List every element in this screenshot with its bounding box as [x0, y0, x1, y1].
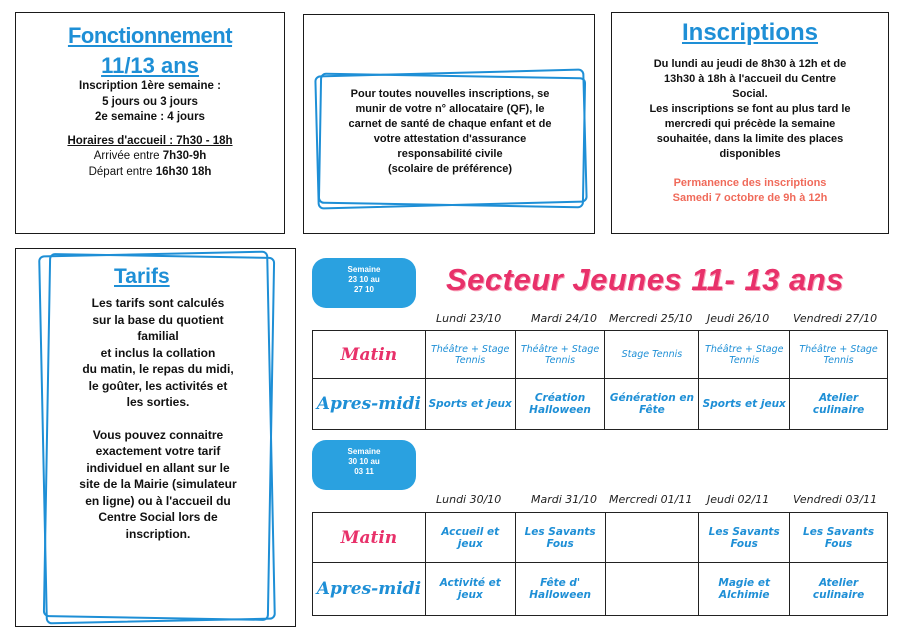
tarifs-line: individuel en allant sur le	[86, 460, 230, 475]
table-row	[313, 513, 888, 563]
week1-day-header: Lundi 23/10	[436, 312, 502, 325]
inscriptions-line: Les inscriptions se font au plus tard le	[649, 103, 851, 115]
activity-cell: Création Halloween	[515, 379, 605, 430]
table-row	[313, 331, 888, 379]
week1-schedule-table	[312, 330, 888, 430]
table-row	[313, 379, 888, 430]
activity-cell: Génération en Fête	[605, 379, 699, 430]
week2-badge-line: Semaine	[347, 447, 381, 456]
inscriptions-line: Social.	[732, 88, 768, 100]
fonctionnement-panel	[15, 12, 285, 234]
tarifs-line: les sorties.	[126, 395, 190, 409]
activity-cell	[605, 513, 699, 563]
activity-cell: Sports et jeux	[699, 379, 790, 430]
tarifs-content	[58, 265, 258, 542]
activity-cell: Stage Tennis	[605, 331, 699, 379]
activity-cell: Activité et jeux	[425, 563, 515, 616]
activity-cell: Atelier culinaire	[790, 563, 888, 616]
activity-cell: Théâtre + Stage Tennis	[515, 331, 605, 379]
inscriptions-line: disponibles	[719, 148, 781, 160]
row-label-apres-midi: Apres-midi	[313, 379, 426, 430]
arrival-label: Arrivée entre	[93, 150, 160, 162]
week2-schedule-table	[312, 512, 888, 616]
inscriptions-line: mercredi qui précède la semaine	[664, 118, 836, 130]
documents-line: (scolaire de préférence)	[387, 163, 513, 175]
tarifs-line: Les tarifs sont calculés	[91, 296, 225, 310]
secteur-title: Secteur Jeunes 11- 13 ans	[446, 262, 844, 297]
tarifs-line: Vous pouvez connaitre	[92, 427, 224, 442]
activity-cell: Les Savants Fous	[790, 513, 888, 563]
week2-day-header: Jeudi 02/11	[707, 493, 770, 506]
week1-badge	[312, 258, 416, 308]
documents-line: Pour toutes nouvelles inscriptions, se	[350, 88, 550, 100]
tarifs-line: et inclus la collation	[100, 345, 216, 360]
tarifs-title: Tarifs	[114, 265, 170, 288]
tarifs-line: du matin, le repas du midi,	[82, 362, 234, 376]
departure-line	[16, 165, 284, 181]
table-row	[313, 563, 888, 616]
activity-cell: Les Savants Fous	[699, 513, 790, 563]
inscriptions-line: Du lundi au jeudi de 8h30 à 12h et de	[653, 58, 847, 70]
age-range: 11/13 ans	[101, 53, 199, 78]
activity-cell: Accueil et jeux	[425, 513, 515, 563]
week2-day-header: Mercredi 01/11	[609, 493, 693, 506]
activity-cell: Magie et Alchimie	[699, 563, 790, 616]
documents-text	[330, 87, 570, 177]
tarifs-line: en ligne) ou à l'accueil du	[85, 493, 231, 508]
activity-cell	[605, 563, 699, 616]
inscriptions-line: souhaitée, dans la limite des places	[656, 133, 844, 145]
documents-panel	[303, 14, 595, 234]
departure-value: 16h30 18h	[155, 165, 212, 178]
week1-day-header: Vendredi 27/10	[793, 312, 878, 325]
activity-cell: Fête d' Halloween	[515, 563, 605, 616]
arrival-value: 7h30-9h	[162, 150, 207, 162]
tarifs-line: sur la base du quotient	[92, 312, 224, 327]
week2-badge	[312, 440, 416, 490]
week2-day-header: Vendredi 03/11	[793, 493, 878, 506]
tarifs-line: familial	[137, 329, 179, 343]
row-label-matin: Matin	[313, 513, 426, 563]
arrival-line	[16, 149, 284, 165]
week2-badge-line: 30 10 au	[348, 457, 380, 466]
enrollment-line-1: Inscription 1ère semaine :	[79, 80, 221, 92]
enrollment-line-3: 2e semaine : 4 jours	[95, 111, 205, 123]
departure-label: Départ entre	[88, 165, 153, 178]
documents-line: votre attestation d'assurance	[373, 133, 527, 145]
activity-cell: Théâtre + Stage Tennis	[790, 331, 888, 379]
activity-cell: Théâtre + Stage Tennis	[699, 331, 790, 379]
tarifs-panel	[15, 248, 296, 627]
week2-day-header: Lundi 30/10	[436, 493, 502, 506]
activity-cell: Atelier culinaire	[790, 379, 888, 430]
permanence-line-2: Samedi 7 octobre de 9h à 12h	[672, 192, 828, 204]
tarifs-line: le goûter, les activités et	[88, 378, 228, 393]
week1-badge-line: Semaine	[347, 265, 381, 274]
activity-cell: Sports et jeux	[425, 379, 515, 430]
row-label-matin: Matin	[313, 331, 426, 379]
week1-day-header: Jeudi 26/10	[707, 312, 770, 325]
week1-day-header: Mardi 24/10	[531, 312, 597, 325]
week2-badge-line: 03 11	[354, 467, 374, 476]
tarifs-line: inscription.	[125, 526, 191, 541]
fonctionnement-title: Fonctionnement	[67, 23, 233, 48]
tarifs-line	[58, 411, 258, 427]
week1-badge-line: 27 10	[353, 285, 375, 294]
inscriptions-panel	[611, 12, 889, 234]
activity-cell: Théâtre + Stage Tennis	[425, 331, 515, 379]
documents-line: munir de votre n° allocataire (QF), le	[355, 103, 545, 115]
tarifs-line: exactement votre tarif	[95, 444, 221, 458]
documents-line: responsabilité civile	[397, 148, 503, 160]
hours-label: Horaires d'accueil : 7h30 - 18h	[67, 134, 233, 147]
week1-badge-line: 23 10 au	[348, 275, 380, 284]
week2-day-header: Mardi 31/10	[531, 493, 597, 506]
week1-day-header: Mercredi 25/10	[609, 312, 693, 325]
tarifs-line: site de la Mairie (simulateur	[79, 477, 237, 491]
row-label-apres-midi: Apres-midi	[313, 563, 426, 616]
documents-line: carnet de santé de chaque enfant et de	[348, 118, 552, 130]
tarifs-line: Centre Social lors de	[98, 510, 218, 524]
enrollment-line-2: 5 jours ou 3 jours	[102, 95, 198, 108]
inscriptions-line: 13h30 à 18h à l'accueil du Centre	[664, 73, 836, 85]
activity-cell: Les Savants Fous	[515, 513, 605, 563]
permanence-line-1: Permanence des inscriptions	[673, 177, 827, 189]
inscriptions-title: Inscriptions	[681, 19, 819, 46]
